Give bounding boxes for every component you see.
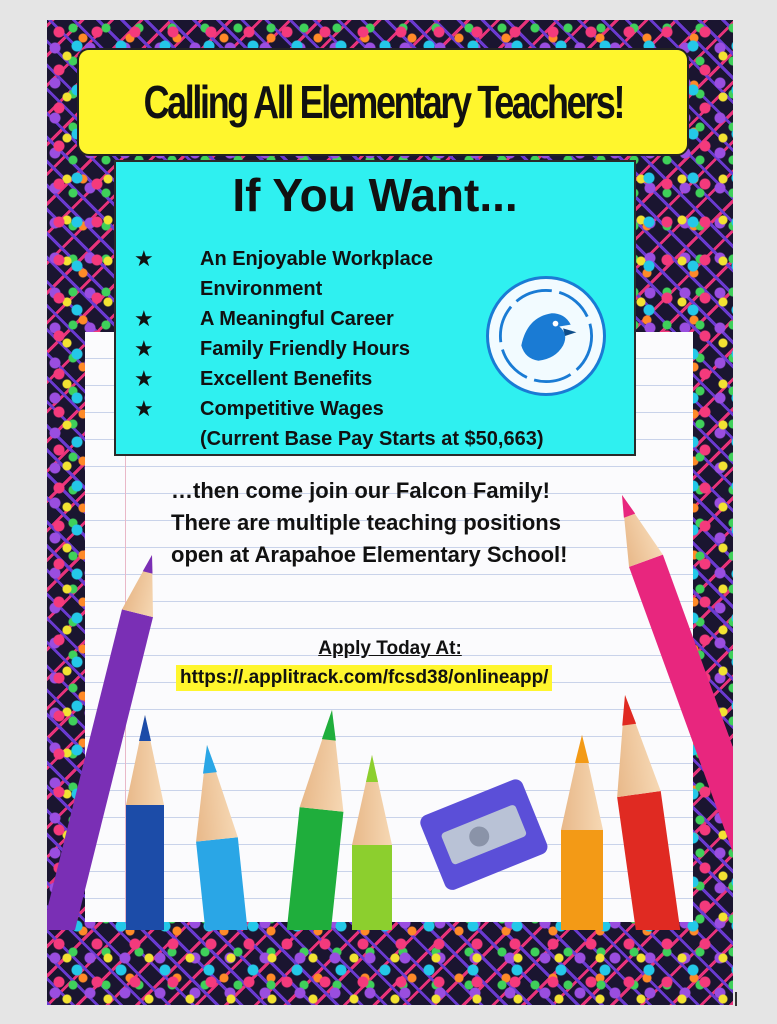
sharpener [418, 777, 550, 892]
list-item: ★ Competitive Wages [134, 394, 500, 424]
star-icon: ★ [134, 336, 154, 361]
green-pencil [276, 708, 354, 930]
blue-pencil [126, 715, 164, 930]
join-message: …then come join our Falcon Family! There are multiple teaching positions open at Arapahoe Elementary School! [171, 478, 568, 567]
flyer-title: Calling All Elementary Teachers! [143, 76, 623, 128]
light-blue-pencil [186, 743, 262, 930]
benefits-heading: If You Want... [232, 169, 518, 221]
list-item: ★ Excellent Benefits [134, 364, 500, 394]
orange-pencil [561, 735, 603, 930]
lime-pencil [352, 755, 392, 930]
apply-label: Apply Today At: [318, 638, 462, 659]
title-banner [77, 48, 689, 156]
list-item: ★ A Meaningful Career [134, 304, 500, 334]
flyer [47, 20, 733, 1005]
list-item: ★ An Enjoyable Workplace Environment [134, 244, 500, 304]
star-icon: ★ [134, 246, 154, 271]
red-pencil [603, 692, 694, 930]
pay-note: (Current Base Pay Starts at $50,663) [200, 428, 544, 450]
list-item: ★ Family Friendly Hours [134, 334, 500, 364]
edge-mark [735, 992, 737, 1006]
star-icon: ★ [134, 396, 154, 421]
falcon-logo-icon [486, 276, 606, 396]
benefits-list [134, 244, 500, 424]
benefits-box [114, 160, 636, 456]
apply-link[interactable]: https://.applitrack.com/fcsd38/onlineapp/ [176, 665, 552, 691]
star-icon: ★ [134, 366, 154, 391]
star-icon: ★ [134, 306, 154, 331]
